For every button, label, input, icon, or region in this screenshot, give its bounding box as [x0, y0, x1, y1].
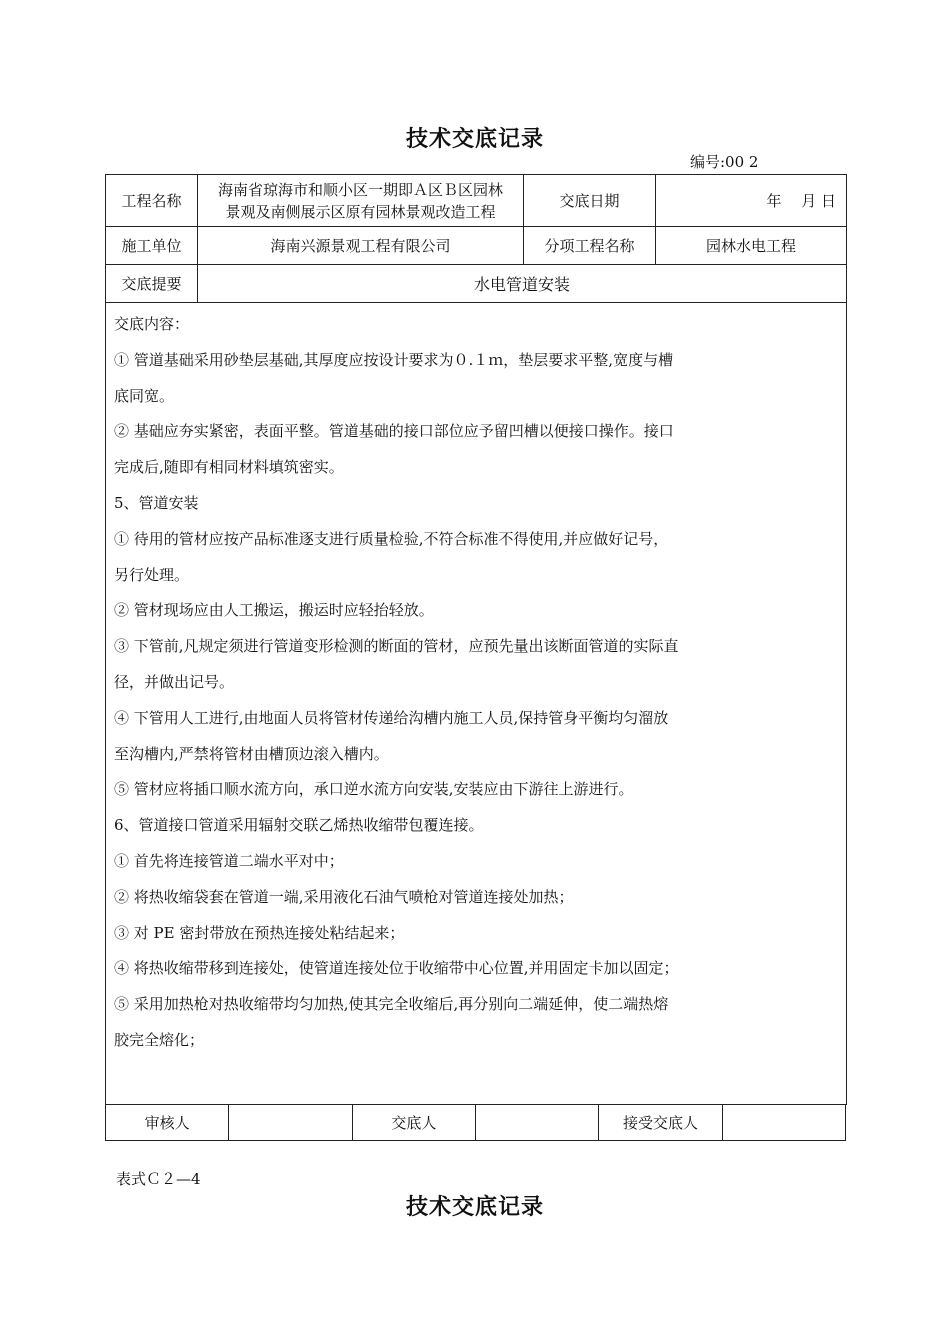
content-line: 至沟槽内,严禁将管材由槽顶边滚入槽内。 — [114, 744, 389, 763]
project-name-value — [198, 175, 524, 227]
discloser-signature-field[interactable] — [475, 1105, 598, 1141]
project-name-line-2: 景观及南侧展示区原有园林景观改造工程 — [225, 202, 496, 221]
reviewer-signature-field[interactable] — [229, 1105, 352, 1141]
content-line: ⑤ 管材应将插口顺水流方向，承口逆水流方向安装,安装应由下游往上游进行。 — [114, 780, 634, 799]
content-line: 径，并做出记号。 — [114, 672, 235, 691]
receiver-signature-field[interactable] — [722, 1105, 845, 1141]
content-line: ② 基础应夯实紧密，表面平整。管道基础的接口部位应予留凹槽以便接口操作。接口 — [114, 422, 674, 441]
content-line: 底同宽。 — [114, 386, 175, 405]
content-line: 5、管道安装 — [114, 493, 199, 512]
reviewer-label: 审核人 — [106, 1105, 229, 1141]
subitem-value: 园林水电工程 — [656, 227, 847, 265]
page-title: 技术交底记录 — [405, 126, 544, 152]
unit-label: 施工单位 — [106, 227, 198, 265]
document-number: 编号:00 2 — [690, 153, 759, 171]
page-title-repeat: 技术交底记录 — [405, 1194, 544, 1220]
content-line: ① 首先将连接管道二端水平对中； — [114, 851, 344, 870]
signature-table — [105, 1104, 846, 1141]
content-line: ① 待用的管材应按产品标准逐支进行质量检验,不符合标准不得使用,并应做好记号， — [114, 529, 669, 548]
date-value: 年 月 日 — [656, 175, 847, 227]
content-line: 交底内容： — [114, 315, 190, 333]
content-line: 另行处理。 — [114, 565, 190, 584]
project-name-line-1: 海南省琼海市和顺小区一期即Ａ区Ｂ区园林 — [217, 180, 503, 199]
content-line: ② 将热收缩袋套在管道一端,采用液化石油气喷枪对管道连接处加热； — [114, 887, 574, 906]
content-line: ⑤ 采用加热枪对热收缩带均匀加热,使其完全收缩后,再分别向二端延伸，使二端热熔 — [114, 995, 669, 1014]
content-line: ③ 下管前,凡规定须进行管道变形检测的断面的管材，应预先量出该断面管道的实际直 — [114, 637, 679, 656]
summary-label: 交底提要 — [106, 265, 198, 303]
content-line: ② 管材现场应由人工搬运，搬运时应轻抬轻放。 — [114, 601, 434, 620]
summary-value: 水电管道安装 — [198, 265, 847, 303]
form-code: 表式Ｃ２—4 — [116, 1170, 201, 1188]
receiver-label: 接受交底人 — [599, 1105, 722, 1141]
date-label: 交底日期 — [524, 175, 656, 227]
content-line: ① 管道基础采用砂垫层基础,其厚度应按设计要求为０.１ｍ，垫层要求平整,宽度与槽 — [114, 350, 674, 369]
content-line: ③ 对 PE 密封带放在预热连接处粘结起来； — [114, 923, 405, 942]
subitem-label: 分项工程名称 — [524, 227, 656, 265]
content-line: ④ 下管用人工进行,由地面人员将管材传递给沟槽内施工人员,保持管身平衡均匀溜放 — [114, 708, 669, 727]
disclosure-content — [106, 303, 847, 1105]
unit-value: 海南兴源景观工程有限公司 — [198, 227, 524, 265]
content-line: 胶完全熔化； — [114, 1030, 205, 1049]
content-line: ④ 将热收缩带移到连接处，使管道连接处位于收缩带中心位置,并用固定卡加以固定； — [114, 959, 679, 978]
content-line: 6、管道接口管道采用辐射交联乙烯热收缩带包覆连接。 — [114, 816, 484, 835]
disclosure-record-table — [105, 174, 847, 1105]
project-name-label: 工程名称 — [106, 175, 198, 227]
discloser-label: 交底人 — [352, 1105, 475, 1141]
content-line: 完成后,随即有相同材料填筑密实。 — [114, 458, 344, 477]
